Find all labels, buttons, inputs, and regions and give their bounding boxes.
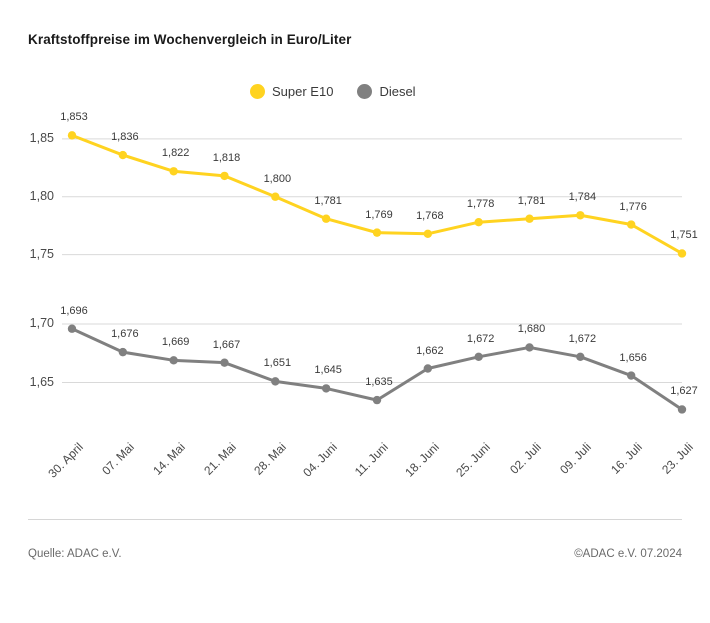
- data-point: [424, 230, 432, 238]
- data-point: [576, 353, 584, 361]
- data-point: [169, 356, 177, 364]
- x-axis-tick-label: 18. Juni: [402, 440, 442, 480]
- data-point: [68, 325, 76, 333]
- data-point: [627, 220, 635, 228]
- data-point: [424, 364, 432, 372]
- copyright-note: ©ADAC e.V. 07.2024: [574, 548, 682, 560]
- x-axis-tick-label: 09. Juli: [557, 440, 595, 477]
- data-point: [220, 172, 228, 180]
- x-axis-tick-label: 04. Juni: [300, 440, 341, 480]
- data-point: [678, 249, 686, 257]
- data-point: [119, 348, 127, 356]
- page-title: Kraftstoffpreise im Wochenvergleich in Euro/Liter: [28, 32, 352, 47]
- y-axis-tick-label: 1,80: [29, 188, 54, 203]
- x-axis-tick-label: 25. Juni: [452, 440, 493, 480]
- legend-label-diesel: Diesel: [379, 84, 416, 99]
- x-axis-tick-label: 02. Juli: [506, 440, 544, 477]
- data-point-label: 1,635: [365, 376, 393, 389]
- data-point: [627, 371, 635, 379]
- x-axis-tick-label: 30. April: [45, 440, 86, 481]
- y-axis-tick-label: 1,70: [29, 316, 54, 331]
- data-point-label: 1,672: [466, 332, 495, 345]
- data-point: [271, 193, 279, 201]
- data-point-label: 1,627: [670, 385, 698, 398]
- data-point-label: 1,853: [60, 111, 88, 124]
- data-point-label: 1,669: [161, 336, 190, 349]
- data-point-label: 1,781: [517, 194, 546, 207]
- data-point-label: 1,768: [416, 209, 444, 222]
- data-point-label: 1,784: [568, 191, 597, 204]
- data-point: [576, 211, 584, 219]
- data-point-label: 1,776: [619, 200, 647, 213]
- x-axis-tick-label: 21. Mai: [200, 440, 239, 478]
- data-point-label: 1,667: [212, 338, 241, 351]
- x-axis-tick-label: 11. Juni: [351, 440, 391, 479]
- data-point: [525, 343, 533, 351]
- x-axis-tick-label: 28. Mai: [251, 440, 290, 478]
- data-point: [119, 151, 127, 159]
- data-point: [525, 215, 533, 223]
- data-point: [68, 131, 76, 139]
- data-point-label: 1,696: [60, 304, 88, 317]
- data-point: [474, 353, 482, 361]
- data-point: [322, 384, 330, 392]
- data-point-label: 1,800: [263, 172, 292, 185]
- data-point-label: 1,769: [365, 208, 393, 221]
- y-axis-tick-label: 1,85: [29, 130, 54, 145]
- data-point-label: 1,662: [416, 344, 444, 357]
- y-axis-tick-label: 1,65: [29, 374, 54, 389]
- y-axis-tick-label: 1,75: [29, 246, 54, 261]
- source-note: Quelle: ADAC e.V.: [28, 548, 122, 560]
- data-point-label: 1,676: [111, 328, 139, 341]
- x-axis-tick-label: 23. Juli: [659, 440, 696, 477]
- data-point: [678, 405, 686, 413]
- data-point: [373, 228, 381, 236]
- data-point-label: 1,651: [263, 357, 292, 370]
- data-point-label: 1,836: [111, 131, 139, 144]
- legend-label-super-e10: Super E10: [272, 84, 334, 99]
- data-point: [474, 218, 482, 226]
- data-point: [271, 377, 279, 385]
- data-point-label: 1,822: [161, 147, 190, 160]
- data-point: [373, 396, 381, 404]
- data-point-label: 1,751: [670, 229, 698, 242]
- footer-divider: [28, 519, 682, 520]
- data-point-label: 1,778: [466, 198, 495, 211]
- x-axis-tick-label: 07. Mai: [98, 440, 137, 478]
- data-point: [322, 215, 330, 223]
- data-point-label: 1,781: [314, 194, 342, 207]
- data-point-label: 1,645: [314, 364, 342, 377]
- data-point-label: 1,680: [517, 323, 546, 336]
- data-point-label: 1,672: [568, 332, 597, 345]
- data-point: [220, 358, 228, 366]
- data-point-label: 1,818: [212, 151, 241, 164]
- data-point-label: 1,656: [619, 351, 647, 364]
- x-axis-tick-label: 14. Mai: [149, 440, 188, 478]
- x-axis-tick-label: 16. Juli: [608, 440, 646, 477]
- data-point: [169, 167, 177, 175]
